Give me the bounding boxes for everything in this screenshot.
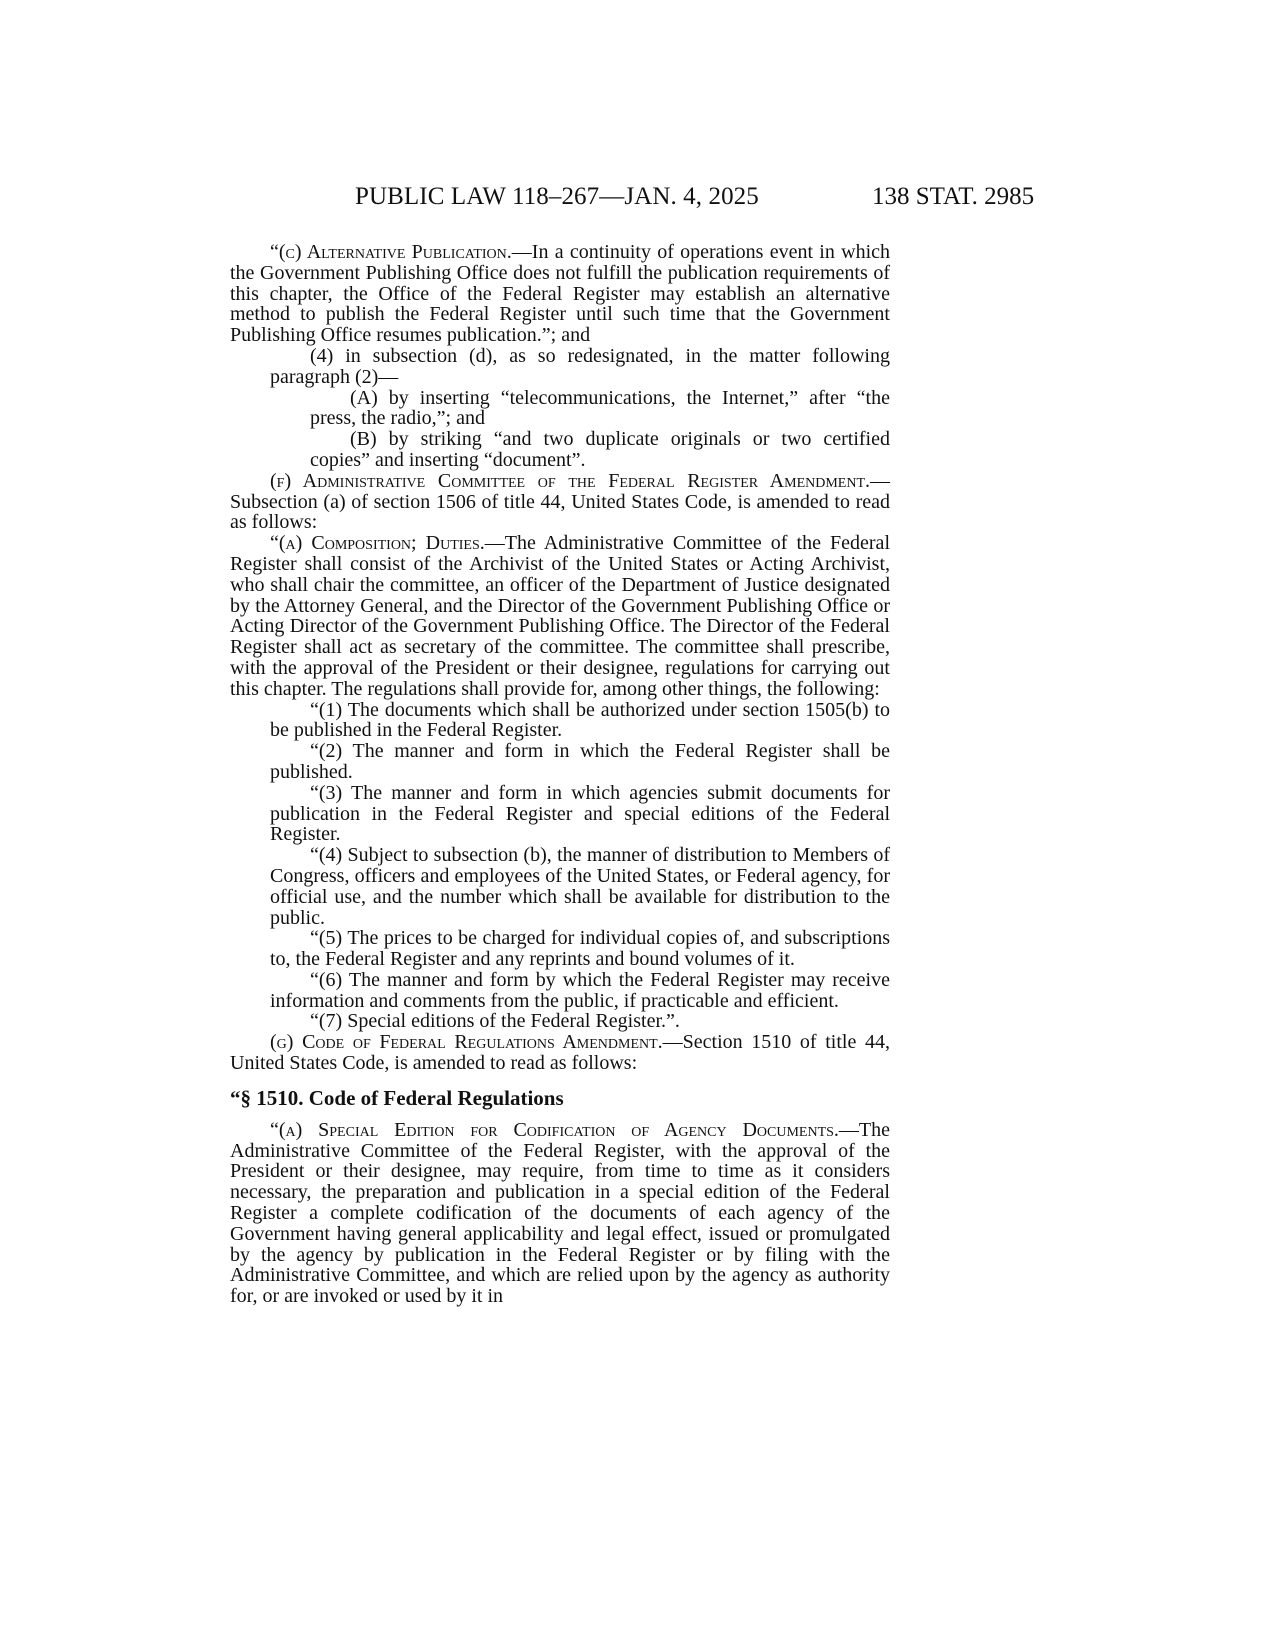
running-header-stat-page: 138 STAT. 2985 bbox=[872, 183, 1035, 210]
list-item: “(2) The manner and form in which the Federal Register shall be published. bbox=[270, 740, 890, 783]
paragraph-text: —The Administrative Committee of the Federal Register, with the approval of the President or their designee, may require, from time to time as it considers necessary, the preparation and publication in a special edition of the Federal Register a complete codification of the documents of each agency of the Government having general applicability and legal effect, issued or promulgated by the agency by publication in the Federal Register or by filing with the Administrative Committee, and which are relied upon by the agency as authority for, or are invoked or used by it in bbox=[230, 1118, 890, 1308]
paragraph-text: (A) by inserting “telecommunications, the Internet,” after “the press, the radio,”; and bbox=[310, 386, 890, 430]
subparagraph-a-inserting bbox=[230, 388, 890, 430]
subparagraph-b-striking bbox=[230, 429, 890, 471]
paragraph-heading: “(a) Composition; Duties. bbox=[270, 532, 485, 555]
paragraph-text: (B) by striking “and two duplicate originals or two certified copies” and inserting “document”. bbox=[310, 428, 890, 471]
paragraph-text: —Subsection (a) of section 1506 of title 44, United States Code, is amended to read as follows: bbox=[230, 469, 890, 534]
paragraph-c-alternative-publication bbox=[230, 242, 890, 346]
paragraph-a-composition-duties bbox=[230, 533, 890, 699]
list-item: “(6) The manner and form by which the Federal Register may receive information and comments from the public, if practicable and efficient. bbox=[270, 968, 890, 1012]
paragraph-heading: (g) Code of Federal Regulations Amendment. bbox=[270, 1031, 663, 1054]
list-item: “(3) The manner and form in which agencies submit documents for publication in the Federal Register and special editions of the Federal Register. bbox=[270, 781, 890, 846]
list-item: “(5) The prices to be charged for individual copies of, and subscriptions to, the Federal Register and any reprints and bound volumes of it. bbox=[270, 927, 890, 971]
paragraph-g-code-of-federal-regulations bbox=[230, 1032, 890, 1074]
paragraph-text: —The Administrative Committee of the Federal Register shall consist of the Archivist of the United States or Acting Archivist, who shall chair the committee, an officer of the Department of Justice designated by the Attorney General, and the Director of the Government Publishing Office or Acting Director of the Government Publishing Office. The Director of the Federal Register shall act as secretary of the committee. The committee shall prescribe, with the approval of the President or their designee, regulations for carrying out this chapter. The regulations shall provide for, among other things, the following: bbox=[230, 532, 890, 700]
list-item: “(7) Special editions of the Federal Register.”. bbox=[310, 1010, 680, 1033]
list-item: “(1) The documents which shall be authorized under section 1505(b) to be published in the Federal Register. bbox=[270, 698, 890, 742]
list-item: “(4) Subject to subsection (b), the manner of distribution to Members of Congress, officers and employees of the United States, or Federal agency, for official use, and the number which shall be available for distribution to the public. bbox=[270, 844, 890, 929]
section-heading-1510: “§ 1510. Code of Federal Regulations bbox=[230, 1085, 564, 1110]
paragraph-text: —In a continuity of operations event in which the Government Publishing Office does not fulfill the publication requirements of this chapter, the Office of the Federal Register may establish an alternative method to publish the Federal Register until such time that the Government Publishing Office resumes publication.”; and bbox=[230, 241, 890, 347]
body-text bbox=[230, 242, 890, 1307]
paragraph-f-administrative-committee bbox=[230, 471, 890, 533]
paragraph-a-special-edition bbox=[230, 1120, 890, 1307]
paragraph-heading: (f) Administrative Committee of the Federal Register Amendment. bbox=[270, 469, 870, 492]
running-header-title: PUBLIC LAW 118–267—JAN. 4, 2025 bbox=[355, 183, 759, 210]
paragraph-heading: “(a) Special Edition for Codification of Agency Documents. bbox=[270, 1118, 839, 1141]
paragraph-text: —Section 1510 of title 44, United States Code, is amended to read as follows: bbox=[230, 1031, 890, 1075]
paragraph-heading: “(c) Alternative Publication. bbox=[270, 241, 512, 263]
paragraph-4-subsection-d: (4) in subsection (d), as so redesignated, in the matter following paragraph (2)— bbox=[270, 344, 890, 388]
